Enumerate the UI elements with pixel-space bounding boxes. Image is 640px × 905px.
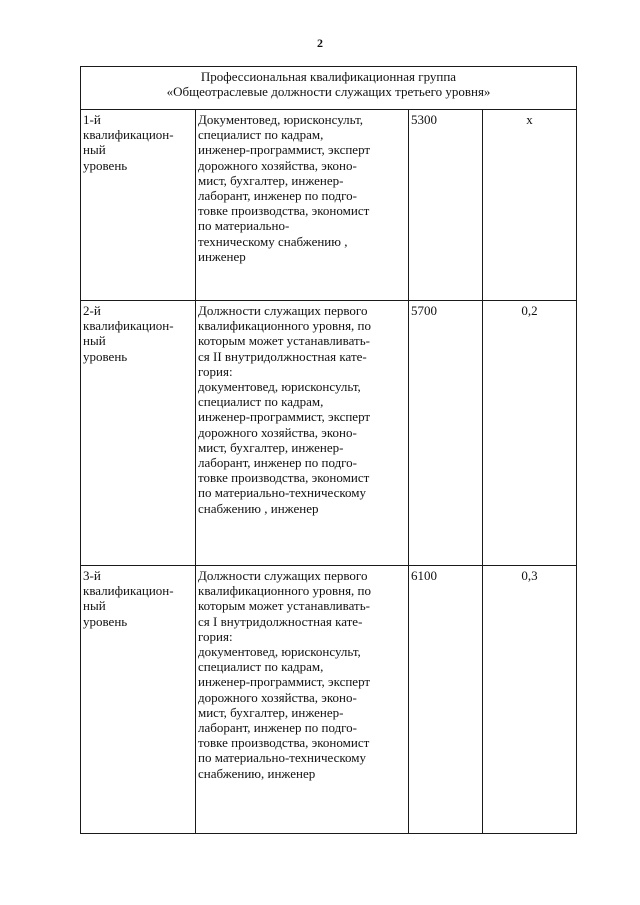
salary-cell: 5300 <box>409 110 483 301</box>
salary-table <box>80 66 577 834</box>
group-header-row <box>81 67 577 110</box>
salary-cell: 6100 <box>409 566 483 834</box>
coefficient-cell: 0,2 <box>483 301 577 566</box>
qualification-group-title: Профессиональная квалификационная группа «Общеотраслевые должности служащих третьего уровня» <box>81 67 577 110</box>
level-cell: 3-й квалификацион- ный уровень <box>81 566 196 834</box>
positions-cell: Документовед, юрисконсульт, специалист по кадрам, инженер-программист, эксперт дорожного хозяйства, эконо- мист, бухгалтер, инженер- лаборант, инженер по подго- товке производства, экономист по материально- техническому снабжению , инженер <box>196 110 409 301</box>
level-cell: 1-й квалификацион- ный уровень <box>81 110 196 301</box>
coefficient-cell: х <box>483 110 577 301</box>
page-number: 2 <box>317 36 323 50</box>
positions-cell: Должности служащих первого квалификационного уровня, по которым может устанавливать- ся I внутридолжностная катe- гория: документовед, юрисконсульт, специалист по кадрам, инженер-программист, эксперт дорожного хозяйства, эконо- мист, бухгалтер, инженер- лаборант, инженер по подго- товке производства, экономист по материально-техническому снабжению, инженер <box>196 566 409 834</box>
table-row <box>81 110 577 301</box>
table-row <box>81 301 577 566</box>
positions-cell: Должности служащих первого квалификационного уровня, по которым может устанавливать- ся II внутридолжностная кате- гория: документовед, юрисконсульт, специалист по кадрам, инженер-программист, эксперт дорожного хозяйства, эконо- мист, бухгалтер, инженер- лаборант, инженер по подго- товке производства, экономист по материально-техническому снабжению , инженер <box>196 301 409 566</box>
level-cell: 2-й квалификацион- ный уровень <box>81 301 196 566</box>
salary-cell: 5700 <box>409 301 483 566</box>
table-row <box>81 566 577 834</box>
coefficient-cell: 0,3 <box>483 566 577 834</box>
